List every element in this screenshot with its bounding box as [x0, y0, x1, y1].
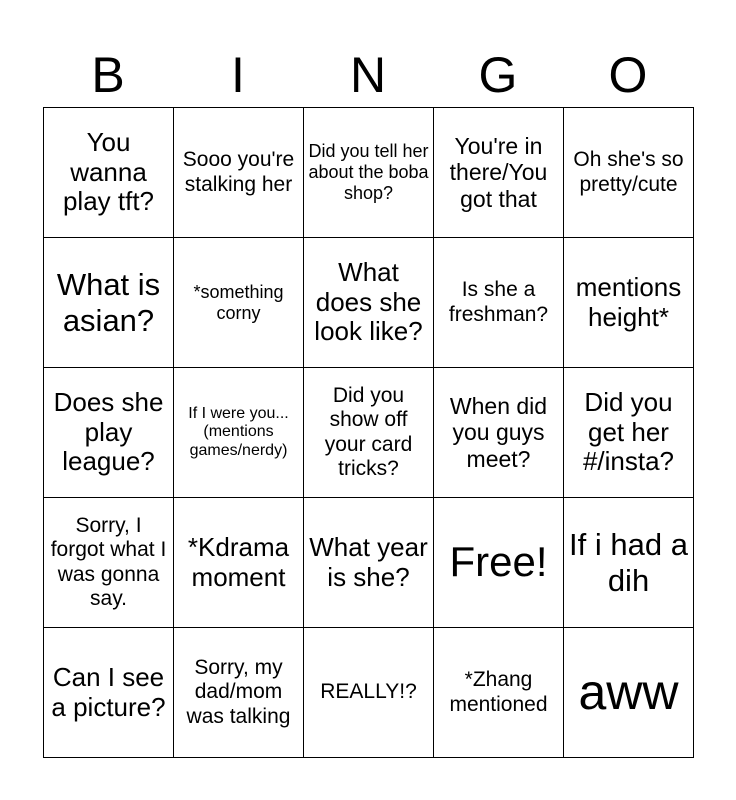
- bingo-cell-r2-c4[interactable]: Is she a freshman?: [434, 238, 564, 368]
- bingo-cell-r3-c5[interactable]: Did you get her #/insta?: [564, 368, 694, 498]
- bingo-cell-r3-c1[interactable]: Does she play league?: [44, 368, 174, 498]
- bingo-cell-r3-c4[interactable]: When did you guys meet?: [434, 368, 564, 498]
- bingo-cell-r3-c2[interactable]: If I were you... (mentions games/nerdy): [174, 368, 304, 498]
- bingo-cell-r5-c1[interactable]: Can I see a picture?: [44, 628, 174, 758]
- bingo-cell-r5-c3[interactable]: REALLY!?: [304, 628, 434, 758]
- bingo-cell-r2-c1[interactable]: What is asian?: [44, 238, 174, 368]
- bingo-header: [43, 44, 693, 106]
- bingo-cell-r5-c5[interactable]: aww: [564, 628, 694, 758]
- bingo-cell-r5-c4[interactable]: *Zhang mentioned: [434, 628, 564, 758]
- header-letter-b: B: [91, 47, 125, 103]
- header-letter-g: G: [478, 47, 518, 103]
- bingo-board: [43, 107, 694, 758]
- bingo-cell-r4-c3[interactable]: What year is she?: [304, 498, 434, 628]
- bingo-cell-r1-c2[interactable]: Sooo you're stalking her: [174, 108, 304, 238]
- bingo-cell-r4-c2[interactable]: *Kdrama moment: [174, 498, 304, 628]
- bingo-cell-r5-c2[interactable]: Sorry, my dad/mom was talking: [174, 628, 304, 758]
- bingo-cell-r1-c1[interactable]: You wanna play tft?: [44, 108, 174, 238]
- bingo-cell-r1-c3[interactable]: Did you tell her about the boba shop?: [304, 108, 434, 238]
- header-letter-n: N: [349, 47, 387, 103]
- bingo-cell-r2-c5[interactable]: mentions height*: [564, 238, 694, 368]
- bingo-cell-r2-c2[interactable]: *something corny: [174, 238, 304, 368]
- header-letter-o: O: [608, 47, 648, 103]
- bingo-cell-r1-c4[interactable]: You're in there/You got that: [434, 108, 564, 238]
- bingo-cell-free[interactable]: Free!: [434, 498, 564, 628]
- bingo-cell-r3-c3[interactable]: Did you show off your card tricks?: [304, 368, 434, 498]
- bingo-cell-r4-c5[interactable]: If i had a dih: [564, 498, 694, 628]
- bingo-cell-r2-c3[interactable]: What does she look like?: [304, 238, 434, 368]
- bingo-cell-r1-c5[interactable]: Oh she's so pretty/cute: [564, 108, 694, 238]
- header-letter-i: I: [231, 47, 245, 103]
- bingo-cell-r4-c1[interactable]: Sorry, I forgot what I was gonna say.: [44, 498, 174, 628]
